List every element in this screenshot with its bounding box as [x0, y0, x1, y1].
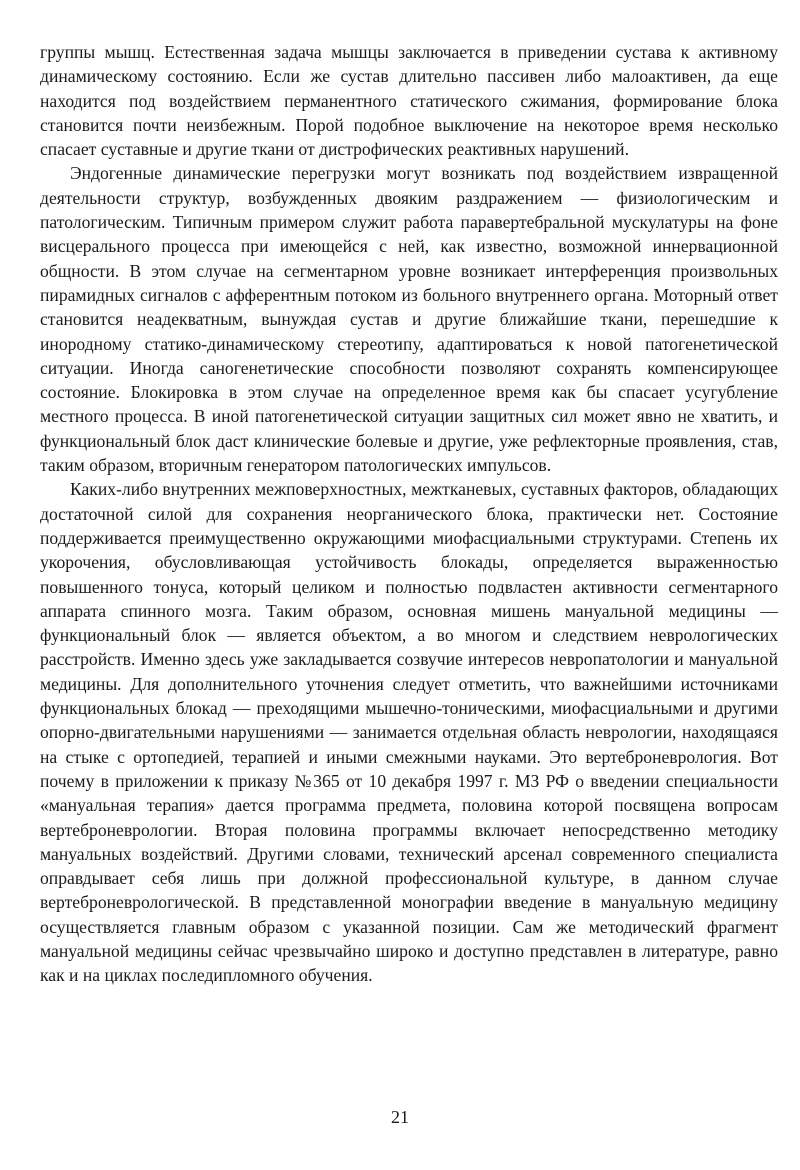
paragraph-endogenous-overloads: Эндогенные динамические перегрузки могут возникать под воздействием извращенной деятельности структур, возбужденных двояким раздражением — физиологическим и патологическим. Типичным примером служит работа паравертебральной мускулатуры на фоне висцерального процесса при имеющейся с ней, как известно, возможной иннервационной общности. В этом случае на сегментарном уровне возникает интерференция произвольных пирамидных сигналов с афферентным потоком из больного внутреннего органа. Моторный ответ становится неадекватным, вынуждая сустав и другие ближайшие ткани, перешедшие к инородному статико-динамическому стереотипу, адаптироваться к новой патогенетической ситуации. Иногда саногенетические способности позволяют сохранять компенсирующее состояние. Блокировка в этом случае на определенное время как бы спасает усугубление местного процесса. В иной патогенетической ситуации защитных сил может явно не хватить, и функциональный блок даст клинические болевые и другие, уже рефлекторные проявления, став, таким образом, вторичным генератором патологических импульсов. — [40, 163, 778, 476]
paragraph-continuation: группы мышц. Естественная задача мышцы заключается в приведении сустава к активному динамическому состоянию. Если же сустав длительно пассивен либо малоактивен, да еще находится под воздействием перманентного статического сжимания, формирование блока становится почти неизбежным. Порой подобное выключение на некоторое время несколько спасает суставные и другие ткани от дистрофических реактивных нарушений. — [40, 42, 778, 160]
paragraph-internal-factors: Каких-либо внутренних межповерхностных, межтканевых, суставных факторов, обладающих достаточной силой для сохранения неорганического блока, практически нет. Состояние поддерживается преимущественно окружающими миофасциальными структурами. Степень их укорочения, обусловливающая устойчивость блокады, определяется выраженностью повышенного тонуса, который целиком и полностью подвластен активности сегментарного аппарата спинного мозга. Таким образом, основная мишень мануальной медицины — функциональный блок — является объектом, а во многом и следствием неврологических расстройств. Именно здесь уже закладывается созвучие интересов невропатологии и мануальной медицины. Для дополнительного уточнения следует отметить, что важнейшими источниками функциональных блокад — преходящими мышечно-тоническими, миофасциальными и другими опорно-двигательными нарушениями — занимается отдельная область неврологии, находящаяся на стыке с ортопедией, терапией и иными смежными науками. Это вертеброневрология. Вот почему в приложении к приказу №365 от 10 декабря 1997 г. МЗ РФ о введении специальности «мануальная терапия» дается программа предмета, половина которой посвящена вопросам вертеброневрологии. Вторая половина программы включает непосредственно методику мануальных воздействий. Другими словами, технический арсенал современного специалиста оправдывает себя лишь при должной профессиональной культуре, в данном случае вертеброневрологической. В представленной монографии введение в мануальную медицину осуществляется главным образом с указанной позиции. Сам же методический фрагмент мануальной медицины сейчас чрезвычайно широко и доступно представлен в литературе, равно как и на циклах последипломного обучения. — [40, 479, 778, 986]
page-body — [40, 40, 778, 988]
page-number: 21 — [391, 1107, 409, 1127]
